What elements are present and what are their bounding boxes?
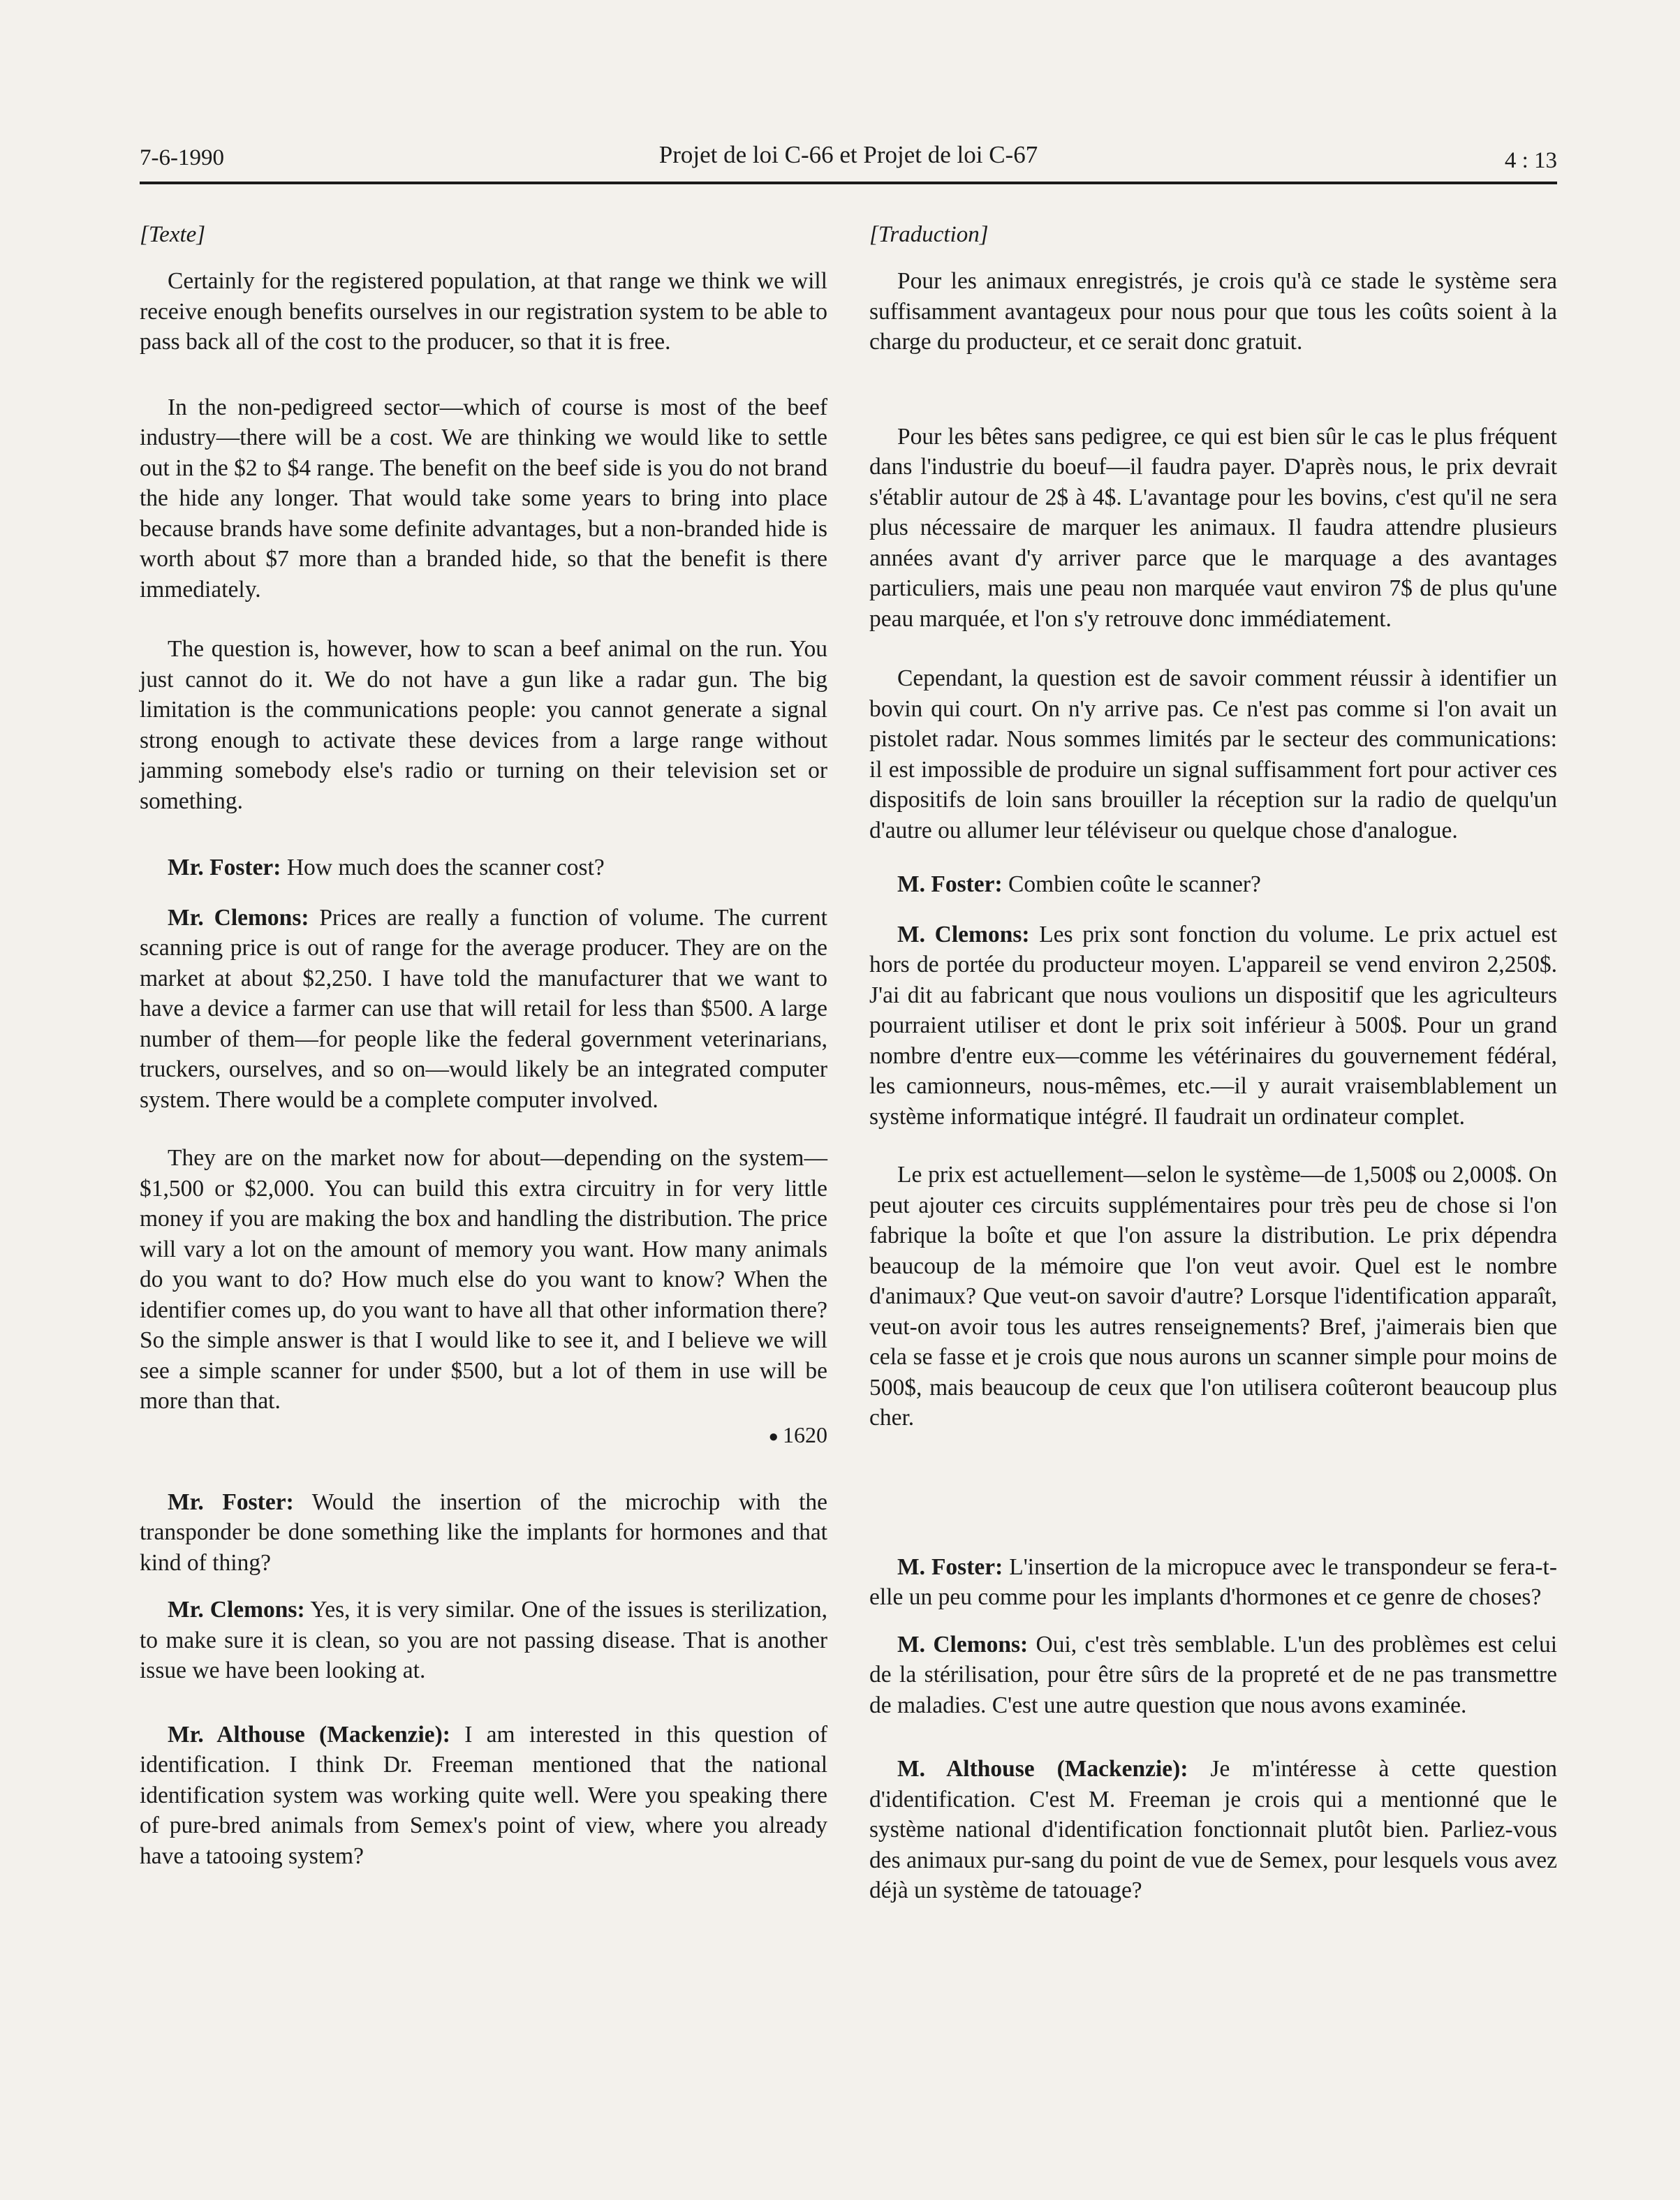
speech-text: Yes, it is very similar. One of the issues is sterilization, to make sure it is clean, so you are not passing disease. That is another issue we have been looking at.: [140, 1597, 827, 1683]
speaker-name: Mr. Clemons:: [168, 904, 309, 931]
speaker-name: M. Clemons:: [897, 921, 1030, 947]
paragraph: [140, 1487, 827, 1579]
speech-text: Prices are really a function of volume. The current scanning price is out of range for the average producer. They are on the market at about $2,250. I have told the manufacturer that we want to have a device a farmer can use that will retail for less than $500. A large number of them—for people like the federal government veterinarians, truckers, ourselves, and so on—would likely be an integrated computer system. There would be a complete computer involved.: [140, 904, 827, 1113]
speech-text: Oui, c'est très semblable. L'un des problèmes est celui de la stérilisation, pour être sûrs de la propreté et de ne pas transmettre de maladies. C'est une autre question que nous avons examinée.: [869, 1631, 1558, 1718]
paragraph: [869, 920, 1557, 1132]
speech-text: Combien coûte le scanner?: [1002, 871, 1261, 897]
speaker-name: M. Clemons:: [897, 1631, 1029, 1658]
english-column: [140, 222, 827, 1895]
header-title: Projet de loi C-66 et Projet de loi C-67: [658, 141, 1038, 168]
paragraph: [140, 1720, 827, 1872]
paragraph: They are on the market now for about—depending on the system—$1,500 or $2,000. You can build this extra circuitry in for very little money if you are making the box and handling the distribution. The price will vary a lot on the amount of memory you want. How many animals do you want to do? How much else do you want to know? When the identifier comes up, do you want to have all that other information there? So the simple answer is that I would like to see it, and I believe we will see a simple scanner for under $500, but a lot of them in use will be more than that.: [140, 1145, 827, 1414]
paragraph: [140, 1595, 827, 1686]
paragraph: [140, 852, 827, 883]
speaker-name: M. Foster:: [897, 1553, 1003, 1580]
time-marker: ● 1620: [768, 1422, 827, 1447]
speaker-name: M. Althouse (Mackenzie):: [897, 1756, 1188, 1782]
time-marker-value: 1620: [783, 1422, 827, 1447]
paragraph: Pour les animaux enregistrés, je crois qu'à ce stade le système sera suffisamment avantageux pour nous pour que tous les coûts soient à la charge du producteur, et ce serait donc gratuit.: [869, 268, 1557, 355]
paragraph: Cependant, la question est de savoir comment réussir à identifier un bovin qui court. On n'y arrive pas. Ce n'est pas comme si l'on avait un pistolet radar. Nous sommes limités par le secteur des communications: il est impossible de produire un signal suffisamment fort pour activer ces dispositifs de loin sans brouiller la réception sur la radio de quelqu'un d'autre ou allumer leur téléviseur ou quelque chose d'analogue.: [869, 665, 1557, 843]
speaker-name: Mr. Althouse (Mackenzie):: [168, 1721, 450, 1748]
speech-text: How much does the scanner cost?: [281, 855, 605, 880]
speech-text: I am interested in this question of identification. I think Dr. Freeman mentioned that the national identification system was working quite well. Were you speaking there of pure-bred animals from Semex's point of view, where you already have a tatooing system?: [140, 1721, 827, 1869]
paragraph: [869, 1552, 1557, 1613]
paragraph: [140, 903, 827, 1116]
paragraph: [869, 869, 1557, 900]
speech-text: Would the insertion of the microchip with the transponder be done something like the implants for hormones and that kind of thing?: [140, 1489, 827, 1576]
speech-text: Les prix sont fonction du volume. Le prix actuel est hors de portée du producteur moyen. L'appareil se vend environ 2,250$. J'ai dit au fabricant que nous voulions un dispositif que les agriculteurs pourraient utiliser et dont le prix soit inférieur à 500$. Pour un grand nombre d'entre eux—comme les vétérinaires du gouvernement fédéral, les camionneurs, nous-mêmes, etc.—il y aurait vraisemblablement un système informatique intégré. Il faudrait un ordinateur complet.: [869, 921, 1558, 1130]
header-page-number: 4 : 13: [1504, 148, 1557, 173]
speaker-name: Mr. Foster:: [168, 855, 281, 880]
french-column: [869, 222, 1557, 1930]
speaker-name: Mr. Clemons:: [168, 1597, 305, 1623]
language-label: [Texte]: [140, 222, 206, 247]
speech-text: Je m'intéresse à cette question d'identification. C'est M. Freeman je crois qui a mentionné que le système national d'identification fonctionnait plutôt bien. Parliez-vous des animaux pur-sang du point de vue de Semex, pour lesquels vous avez déjà un système de tatouage?: [869, 1756, 1557, 1903]
paragraph: In the non-pedigreed sector—which of course is most of the beef industry—there will be a cost. We are thinking we would like to settle out in the $2 to $4 range. The benefit on the beef side is you do not brand the hide any longer. That would take some years to bring into place because brands have some definite advantages, but a non-branded hide is worth about $7 more than a branded hide, so that the benefit is there immediately.: [140, 394, 827, 603]
paragraph: Certainly for the registered population, at that range we think we will receive enough benefits ourselves in our registration system to be able to pass back all of the cost to the producer, so that it is free.: [140, 268, 827, 355]
paragraph: Le prix est actuellement—selon le système—de 1,500$ ou 2,000$. On peut ajouter ces circuits supplémentaires pour très peu de chose si l'on fabrique la boîte et que l'on assure la distribution. Le prix dépendra beaucoup de la mémoire que l'on veut avoir. Quel est le nombre d'animaux? Que veut-on savoir d'autre? Lorsque l'identification apparaît, veut-on avoir tous les autres renseignements? Bref, j'aimerais bien que cela se fasse et je crois que nous aurons un scanner simple pour moins de 500$, mais beaucoup de ceux que l'on utilisera coûteront beaucoup plus cher.: [869, 1162, 1557, 1431]
header-date: 7-6-1990: [140, 145, 224, 170]
speaker-name: M. Foster:: [897, 871, 1003, 897]
speech-text: L'insertion de la micropuce avec le transpondeur se fera-t-elle un peu comme pour les implants d'hormones et ce genre de choses?: [869, 1553, 1558, 1610]
paragraph: Pour les bêtes sans pedigree, ce qui est bien sûr le cas le plus fréquent dans l'industrie du boeuf—il faudra payer. D'après nous, le prix devrait s'établir autour de 2$ à 4$. L'avantage pour les bovins, c'est qu'il ne sera plus nécessaire de marquer les animaux. Il faudra attendre plusieurs années avant d'y arriver parce que le marquage a des avantages particuliers, mais une peau non marquée vaut environ 7$ de plus qu'une peau marquée, et l'on s'y retrouve donc immédiatement.: [869, 423, 1557, 632]
paragraph: [869, 1754, 1557, 1906]
paragraph: The question is, however, how to scan a beef animal on the run. You just cannot do it. We do not have a gun like a radar gun. The big limitation is the communications people: you cannot generate a signal strong enough to activate these devices from a large range without jamming somebody else's radio or turning on their television set or something.: [140, 636, 827, 814]
paragraph: [869, 1630, 1557, 1721]
language-label: [Traduction]: [869, 222, 989, 247]
page-header: [140, 140, 1557, 184]
speaker-name: Mr. Foster:: [168, 1489, 294, 1515]
